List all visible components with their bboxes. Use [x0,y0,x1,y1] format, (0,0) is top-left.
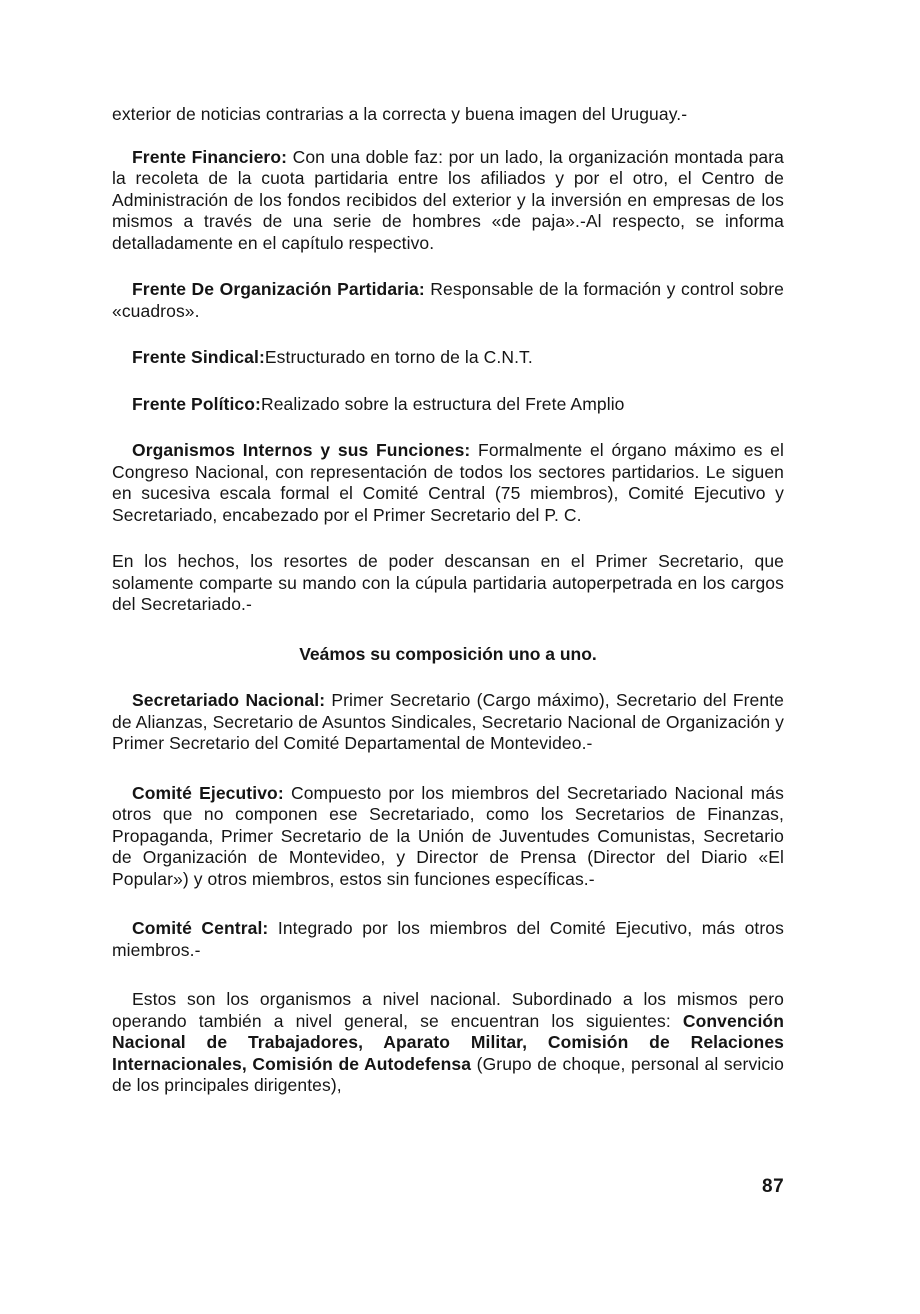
label-frente-financiero: Frente Financiero: [132,146,288,167]
page-number: 87 [762,1176,785,1197]
paragraph-continuation: exterior de noticias contrarias a la correcta y buena imagen del Uruguay.- [112,104,688,124]
label-comite-central: Comité Central: [132,918,269,938]
bold-organismos-list: Convención Nacional de Trabajadores, Aparato Militar, Comisión de Relaciones Internacionales, Comisión de Autodefensa [112,1010,784,1074]
text-comite-central: Integrado por los miembros del Comité Ejecutivo, más otros miembros.- [112,918,784,960]
text-organismos-nivel-nacional: Estos son los organismos a nivel nacional. Subordinado a los mismos pero operando también a nivel general, se encuentran los siguientes: [112,989,784,1031]
label-frente-sindical: Frente Sindical: [132,347,265,367]
paragraph-frente-organizacion [112,279,784,322]
paragraph-en-los-hechos: En los hechos, los resortes de poder descansan en el Primer Secretario, que solamente comparte su mando con la cúpula partidaria autoperpetrada en los cargos del Secretariado.- [112,551,784,614]
label-organismos-internos: Organismos Internos y sus Funciones: [132,440,471,460]
text-frente-politico: Realizado sobre la estructura del Frete Amplio [260,393,625,414]
text-organismos-tail: (Grupo de choque, personal al servicio de los principales dirigentes), [112,1053,784,1095]
paragraph-comite-ejecutivo [112,783,784,891]
paragraph-comite-central [112,918,784,961]
paragraph-organismos-nivel-nacional [112,989,784,1097]
text-comite-ejecutivo: Compuesto por los miembros del Secretariado Nacional más otros que no componen ese Secretariado, como los Secretarios de Finanzas, Propaganda, Primer Secretario de la Unión de Juventudes Comunistas, Secretario de Organización de Montevideo, y Director de Prensa (Director del Diario «El Popular») y otros miembros, estos sin funciones específicas.- [112,782,784,889]
section-heading: Veámos su composición uno a uno. [299,643,597,664]
label-frente-politico: Frente Político: [132,393,261,414]
label-comite-ejecutivo: Comité Ejecutivo: [132,782,284,803]
paragraph-secretariado-nacional [112,690,784,755]
paragraph-organismos-internos [112,440,784,526]
document-page [112,104,784,1097]
label-frente-organizacion: Frente De Organización Partidaria: [132,279,425,299]
paragraph-frente-politico [112,394,784,416]
text-frente-financiero: Con una doble faz: por un lado, la organización montada para la recoleta de la cuota partidaria entre los afiliados y por el otro, el Centro de Administración de los fondos recibidos del exterior y la inversión en empresas de los mismos a través de una serie de hombres «de paja».-Al respecto, se informa detalladamente en el capítulo respectivo. [112,146,784,253]
paragraph-frente-financiero [112,147,784,255]
paragraph-frente-sindical [112,347,784,369]
label-secretariado-nacional: Secretariado Nacional: [132,690,326,710]
text-frente-organizacion: Responsable de la formación y control sobre «cuadros». [112,279,784,321]
text-frente-sindical: Estructurado en torno de la C.N.T. [264,347,533,367]
text-organismos-internos: Formalmente el órgano máximo es el Congreso Nacional, con representación de todos los sectores partidarios. Le siguen en sucesiva escala formal el Comité Central (75 miembros), Comité Ejecutivo y Secretariado, encabezado por el Primer Secretario del P. C. [112,440,784,525]
text-secretariado-nacional: Primer Secretario (Cargo máximo), Secretario del Frente de Alianzas, Secretario de Asuntos Sindicales, Secretario Nacional de Organización y Primer Secretario del Comité Departamental de Montevideo.- [112,690,785,753]
